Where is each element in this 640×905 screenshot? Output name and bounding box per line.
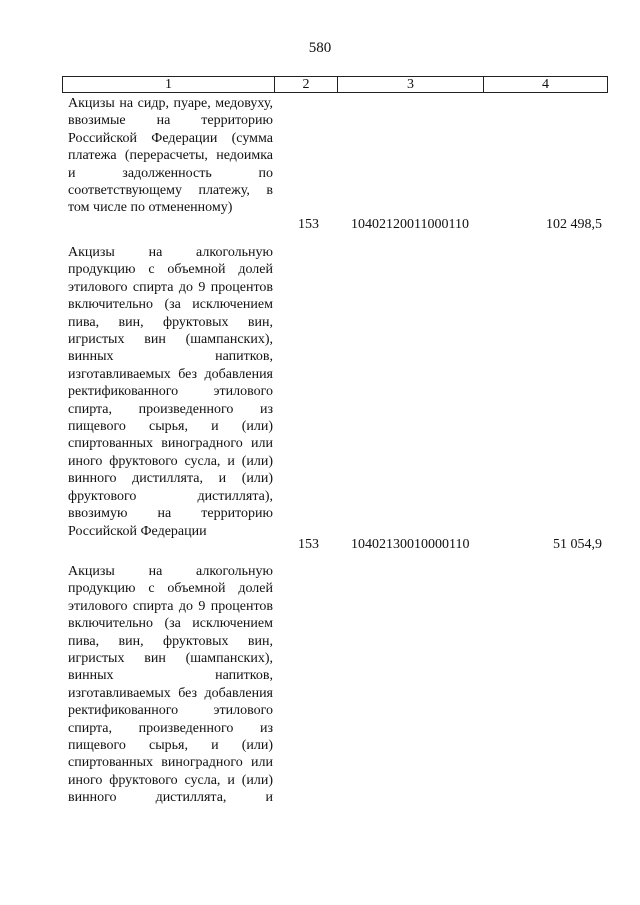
row-2-amount: 51 054,9: [553, 537, 602, 552]
row-1-kbk: 10402120011000110: [351, 217, 469, 232]
table-row-1-description: [68, 95, 273, 217]
header-col-2: 2: [275, 77, 338, 92]
row-2-text-tail: Российской Федерации: [68, 523, 207, 539]
page-number: 580: [308, 40, 332, 56]
header-col-3: 3: [338, 77, 484, 92]
row-1-amount: 102 498,5: [546, 217, 602, 232]
table-header-row: [62, 76, 608, 93]
table-row-2-description: [68, 244, 273, 540]
row-1-text-tail: том числе по отмененному): [68, 200, 233, 216]
header-col-4: 4: [542, 77, 549, 92]
row-3-text-main: Акцизы на алкогольную продукцию с объемной долей этилового спирта до 9 процентов включительно (за исключением пива, вин, фруктовых вин, игристых вин (шампанских), винных напитков, изготавливаемых без добавления ректификованного этилового спирта, произведенного из пищевого сырья, и (или) спиртованных виноградного или иного фруктового сусла, и (или) винного дистиллята, и: [68, 564, 273, 806]
row-1-text-main: Акцизы на сидр, пуаре, медовуху, ввозимые на территорию Российской Федерации (сумма платежа (перерасчеты, недоимка и задолженность по соответствующему платежу, в: [68, 96, 273, 199]
row-1-code: 153: [298, 217, 319, 232]
table-row-3-description: [68, 563, 273, 807]
row-2-text-main: Акцизы на алкогольную продукцию с объемной долей этилового спирта до 9 процентов включительно (за исключением пива, вин, фруктовых вин, игристых вин (шампанских), винных напитков, изготавливаемых без добавления ректификованного этилового спирта, произведенного из пищевого сырья, и (или) спиртованных виноградного или иного фруктового сусла, и (или) винного дистиллята, и (или) фруктового дистиллята), ввозимую на территорию: [68, 245, 273, 522]
row-2-kbk: 10402130010000110: [351, 537, 470, 552]
header-col-1: 1: [63, 77, 275, 92]
row-2-code: 153: [298, 537, 319, 552]
